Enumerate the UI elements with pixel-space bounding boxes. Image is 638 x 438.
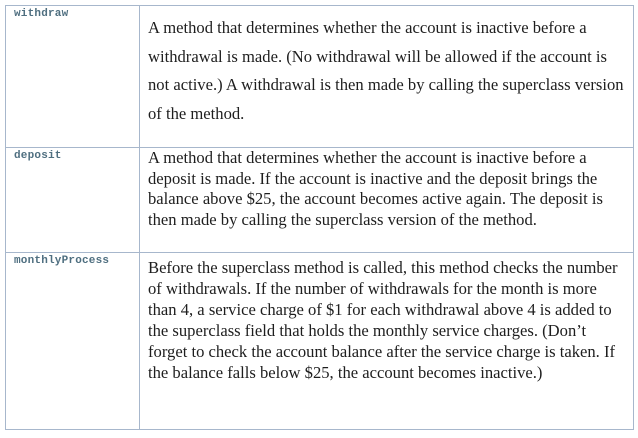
method-name-cell <box>6 6 140 148</box>
method-name-cell <box>6 253 140 430</box>
method-description: A method that determines whether the account is inactive before a deposit is made. If the account is inactive and the deposit brings the balance above $25, the account becomes active again. The deposit is then made by calling the superclass version of the method. <box>148 148 603 229</box>
method-description: Before the superclass method is called, this method checks the number of withdrawals. If the number of withdrawals for the month is more than 4, a service charge of $1 for each withdrawal above 4 is added to the superclass field that holds the monthly service charges. (Don’t forget to check the account balance after the service charge is taken. If the balance falls below $25, the account becomes inactive.) <box>148 258 618 382</box>
table-row <box>6 148 634 253</box>
method-description-cell <box>140 148 634 253</box>
method-name: withdraw <box>14 8 69 20</box>
method-description-cell <box>140 6 634 148</box>
method-description-table <box>5 5 634 430</box>
method-description-cell <box>140 253 634 430</box>
table-row <box>6 253 634 430</box>
method-name-cell <box>6 148 140 253</box>
table-row <box>6 6 634 148</box>
method-name: monthlyProcess <box>14 255 110 267</box>
method-name: deposit <box>14 150 62 162</box>
method-description: A method that determines whether the account is inactive before a withdrawal is made. (No withdrawal will be allowed if the account is not active.) A withdrawal is then made by calling the superclass version of the method. <box>148 18 624 123</box>
